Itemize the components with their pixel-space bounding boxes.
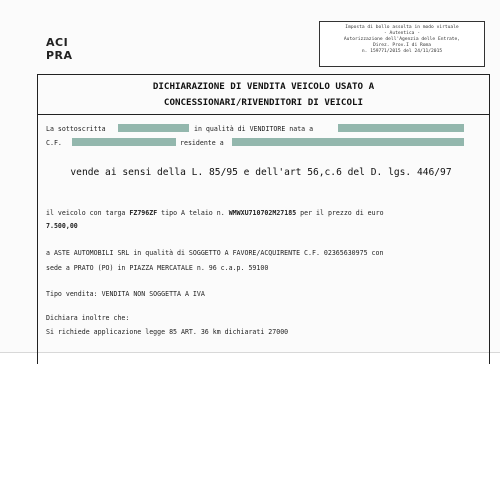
stamp-line: - Autentica - (384, 31, 420, 36)
redacted-residence (232, 138, 464, 146)
stamp-line: n. 159771/2015 del 24/11/2015 (361, 49, 443, 54)
seller-label-qualita: in qualità di VENDITORE nata a (194, 125, 314, 133)
declaration-line2: Si richiede applicazione legge 85 ART. 36 km dichiarati 27000 (46, 328, 289, 336)
seller-label-cf: C.F. (46, 139, 62, 147)
redacted-tax-code (72, 138, 176, 146)
sale-type: Tipo vendita: VENDITA NON SOGGETTA A IVA (46, 290, 205, 298)
vehicle-tipo: tipo A telaio n. (161, 209, 225, 217)
stamp-line: Imposta di bollo assolta in modo virtuale (345, 25, 459, 30)
stamp-line: Direz. Prov.I di Roma (372, 43, 432, 48)
vehicle-plate: FZ796ZF (129, 209, 158, 217)
vehicle-vin: WMWXU710702M27185 (228, 209, 297, 217)
law-reference-text: vende ai sensi della L. 85/95 e dell'art 56,c.6 del D. lgs. 446/97 (70, 167, 452, 178)
buyer-line2: sede a PRATO (PO) in PIAZZA MERCATALE n. 96 c.a.p. 59100 (46, 264, 269, 272)
logo-line-pra: PRA (46, 49, 73, 62)
document-title-line2: CONCESSIONARI/RIVENDITORI DI VEICOLI (163, 97, 364, 108)
vehicle-line (46, 209, 384, 217)
title-divider (37, 114, 490, 115)
stamp-line: Autorizzazione dell'Agenzia delle Entrate, (343, 37, 461, 42)
buyer-line1: a ASTE AUTOMOBILI SRL in qualità di SOGGETTO A FAVORE/ACQUIRENTE C.F. 02365630975 con (46, 249, 384, 257)
tax-stamp-box (319, 21, 485, 67)
seller-label-residente: residente a (180, 139, 224, 147)
vehicle-prefix: il veicolo con targa (46, 209, 126, 217)
redacted-birthplace (338, 124, 464, 132)
vehicle-price-label: per il prezzo di euro (300, 209, 384, 217)
aci-pra-logo (46, 36, 73, 62)
seller-label-sottoscritta: La sottoscritta (46, 125, 106, 133)
document-title-line1: DICHIARAZIONE DI VENDITA VEICOLO USATO A (152, 81, 375, 92)
logo-line-aci: ACI (46, 36, 69, 49)
redacted-seller-name (118, 124, 189, 132)
declaration-line1: Dichiara inoltre che: (46, 314, 130, 322)
vehicle-price: 7.500,00 (46, 222, 78, 230)
